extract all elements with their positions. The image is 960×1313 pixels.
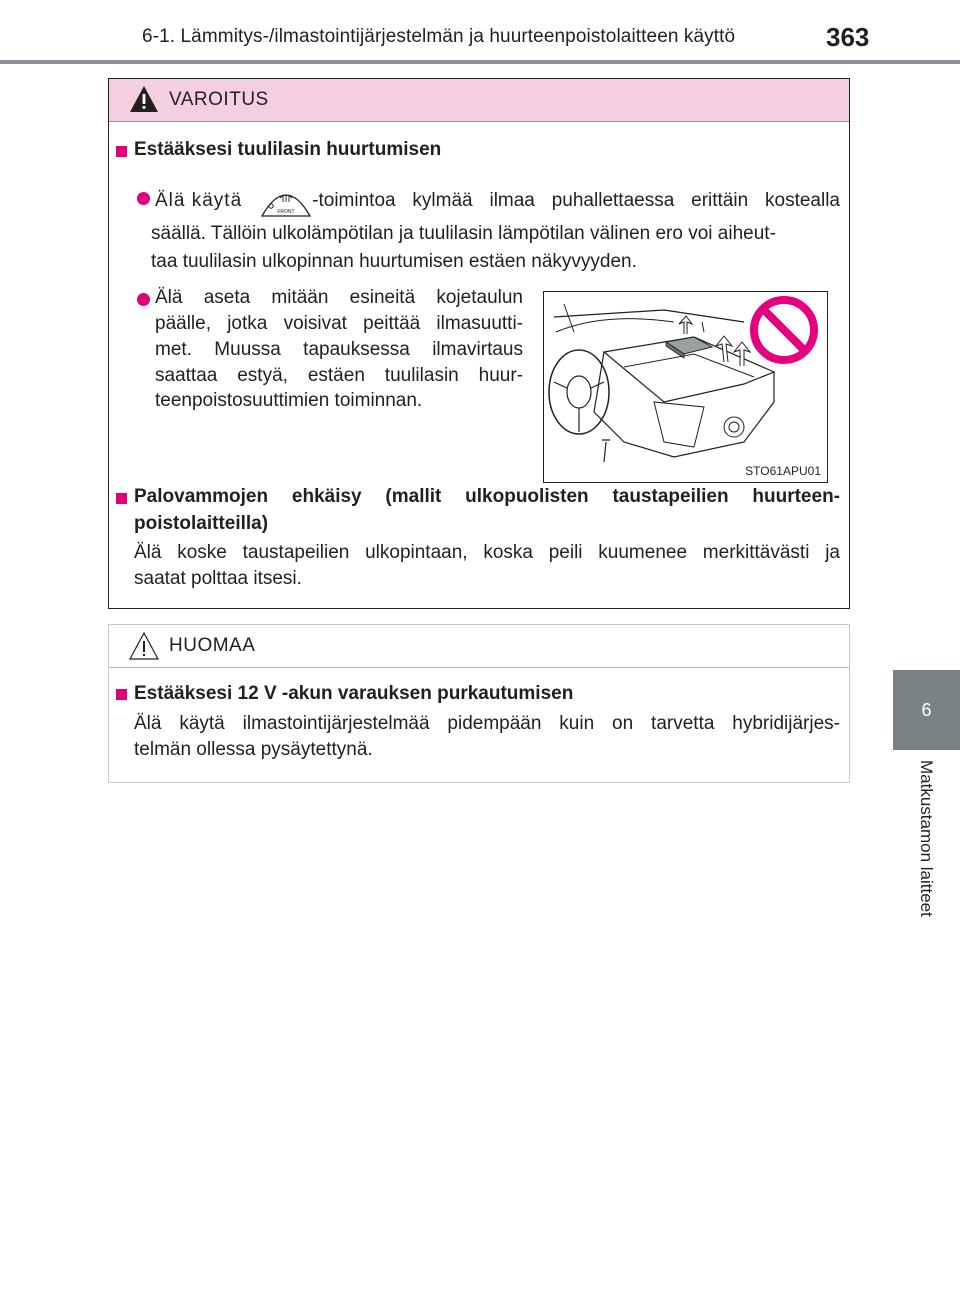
warning-header <box>109 79 849 122</box>
chapter-side-title-wrap <box>917 760 946 960</box>
header-rule <box>0 60 960 64</box>
notice-box <box>108 624 850 783</box>
section-heading: poistolaitteilla) <box>134 513 269 534</box>
warning-label: VAROITUS <box>169 89 269 110</box>
bullet-dot <box>137 293 150 306</box>
section-marker <box>116 493 127 504</box>
bullet-text: -toimintoa kylmää ilmaa puhallettaessa erittäin kostealla <box>312 190 840 211</box>
bullet-text: saattaa estyä, estäen tuulilasin huur- <box>155 365 523 386</box>
section-marker <box>116 146 127 157</box>
bullet-line <box>155 184 840 218</box>
dashboard-drawing <box>544 292 827 482</box>
bullet-text: päälle, jotka voisivat peittää ilmasuutti- <box>155 313 523 334</box>
section-marker <box>116 689 127 700</box>
dashboard-illustration <box>543 291 828 483</box>
warning-triangle-icon <box>129 85 159 113</box>
caution-triangle-icon <box>129 631 159 661</box>
page-number: 363 <box>826 22 870 52</box>
bullet-text: Älä aseta mitään esineitä kojetaulun <box>155 287 523 308</box>
bullet-text: taa tuulilasin ulkopinnan huurtumisen estäen näkyvyyden. <box>151 251 637 272</box>
chapter-tab[interactable]: 6 <box>893 670 960 750</box>
bullet-text: säällä. Tällöin ulkolämpötilan ja tuulilasin lämpötilan välinen ero voi aiheut- <box>151 223 776 244</box>
section-heading: Estääksesi tuulilasin huurtumisen <box>134 139 442 160</box>
notice-label: HUOMAA <box>169 635 256 656</box>
section-heading: Palovammojen ehkäisy (mallit ulkopuolisten taustapeilien huurteen- <box>134 486 840 507</box>
front-defroster-icon <box>260 184 312 218</box>
bullet-text: Älä käytä <box>155 190 243 211</box>
section-text: saatat polttaa itsesi. <box>134 568 302 589</box>
section-text: telmän ollessa pysäytettynä. <box>134 739 373 760</box>
notice-header <box>109 625 849 668</box>
bullet-text: met. Muussa tapauksessa ilmavirtaus <box>155 339 523 360</box>
chapter-side-title: Matkustamon laitteet <box>917 760 936 917</box>
section-text: Älä koske taustapeilien ulkopintaan, koska peili kuumenee merkittävästi ja <box>134 542 840 563</box>
section-text: Älä käytä ilmastointijärjestelmää pidempään kuin on tarvetta hybridijärjes- <box>134 713 840 734</box>
bullet-dot <box>137 192 150 205</box>
section-heading: Estääksesi 12 V -akun varauksen purkautumisen <box>134 683 574 704</box>
defroster-icon-text: FRONT <box>277 209 295 215</box>
header-title: 6-1. Lämmitys-/ilmastointijärjestelmän ja huurteenpoistolaitteen käyttö <box>142 26 736 47</box>
bullet-text: teenpoistosuuttimien toiminnan. <box>155 390 423 411</box>
figure-code: STO61APU01 <box>745 464 821 478</box>
